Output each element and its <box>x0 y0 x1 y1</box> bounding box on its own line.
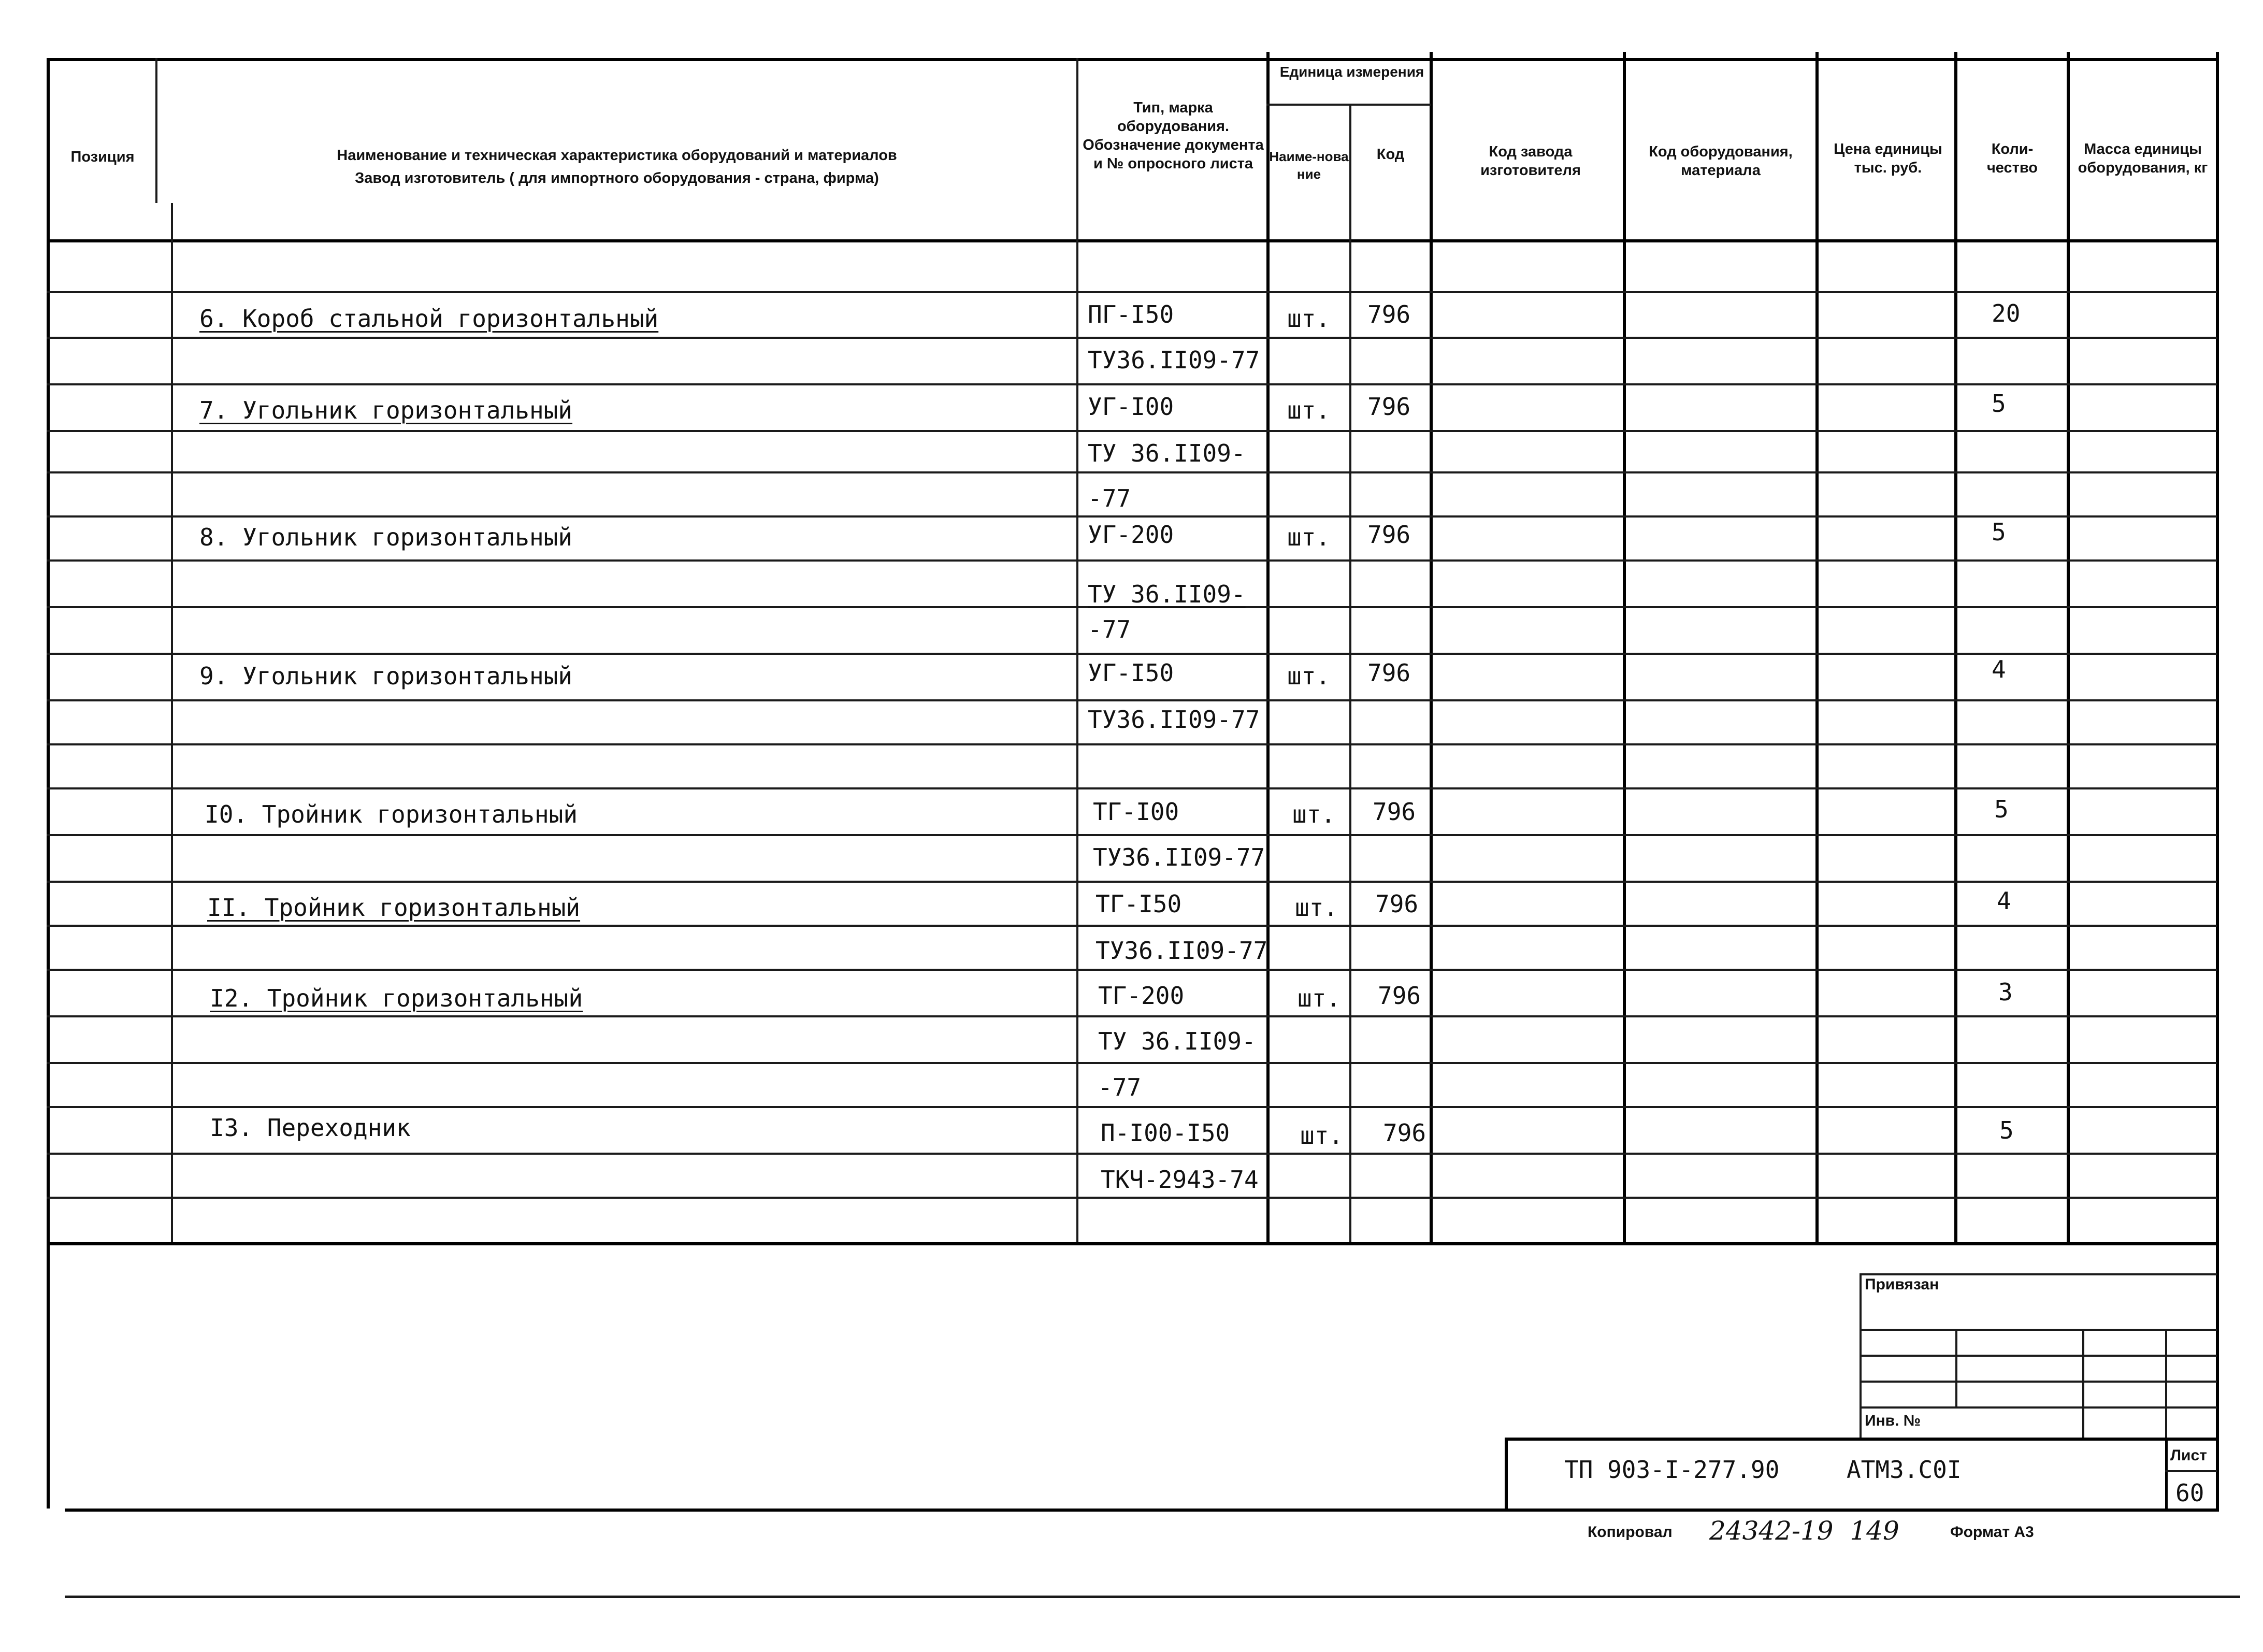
row-line <box>47 1106 2217 1108</box>
item-code: 796 <box>1367 659 1411 687</box>
row-line <box>47 1015 2217 1017</box>
item-unit: шт. <box>1287 305 1331 333</box>
header-quantity: Коли-чество <box>1986 141 2038 176</box>
header-name-line2: Завод изготовитель ( для импортного оборудования - страна, фирма) <box>355 170 879 186</box>
stamp-line <box>1505 1438 2217 1441</box>
stamp-line <box>1860 1355 2217 1357</box>
item-doc: ТКЧ-2943-74 <box>1101 1166 1259 1194</box>
table-bottom-line <box>47 1242 2217 1245</box>
stamp-sheet-label: Лист <box>2170 1447 2207 1464</box>
header-type: Тип, марка оборудования. Обозначение документа и № опросного листа <box>1083 99 1264 172</box>
item-qty: 4 <box>1997 887 2011 915</box>
item-qty: 5 <box>1994 795 2009 823</box>
item-doc: ТУ36.II09-77 <box>1093 843 1265 871</box>
col-line <box>1349 104 1351 1244</box>
item-doc-cont: -77 <box>1098 1073 1142 1101</box>
item-type: УГ-I50 <box>1088 659 1174 687</box>
row-line <box>47 653 2217 655</box>
col-line <box>1954 52 1957 1244</box>
row-line <box>47 430 2217 432</box>
item-unit: шт. <box>1287 523 1331 551</box>
col-line <box>1815 52 1819 1244</box>
stamp-line <box>1955 1329 1957 1406</box>
header-unit-code: Код <box>1376 146 1405 163</box>
col-line <box>171 203 173 1244</box>
item-qty: 5 <box>1992 390 2006 418</box>
col-line <box>2067 52 2070 1244</box>
item-type: УГ-I00 <box>1088 393 1174 421</box>
row-line <box>47 471 2217 473</box>
col-line <box>1076 58 1078 1244</box>
item-doc-cont: -77 <box>1088 484 1131 512</box>
header-name: Наименование и техническая характеристика оборудований и материалов <box>337 147 897 164</box>
header-position: Позиция <box>70 149 135 165</box>
frame-right <box>2216 52 2219 1512</box>
row-line <box>47 834 2217 836</box>
item-code: 796 <box>1373 798 1416 826</box>
row-line <box>47 1062 2217 1064</box>
item-code: 796 <box>1367 521 1411 549</box>
item-code: 796 <box>1378 982 1421 1010</box>
item-doc: ТУ 36.II09- <box>1088 439 1246 467</box>
item-qty: 3 <box>1998 978 2013 1006</box>
item-doc: ТУ36.II09-77 <box>1088 346 1260 374</box>
row-line <box>47 559 2217 562</box>
item-qty: 20 <box>1992 299 2021 327</box>
stamp-line <box>2165 1470 2217 1472</box>
item-doc: ТУ36.II09-77 <box>1096 937 1268 965</box>
item-unit: шт. <box>1295 894 1338 922</box>
header-equipment-code: Код оборудования, материала <box>1649 143 1793 179</box>
row-line <box>47 699 2217 701</box>
item-doc: ТУ36.II09-77 <box>1088 706 1260 734</box>
item-unit: шт. <box>1298 984 1341 1012</box>
stamp-doc-code: АТМ3.С0I <box>1847 1456 1962 1484</box>
item-unit: шт. <box>1292 800 1336 828</box>
col-line <box>1266 52 1270 1244</box>
header-unit: Единица измерения <box>1279 64 1424 80</box>
stamp-line <box>2165 1438 2168 1510</box>
col-line <box>1430 52 1433 1244</box>
header-bottom-line <box>47 239 2217 242</box>
item-name: 7. Угольник горизонтальный <box>199 396 573 424</box>
col-line <box>1623 52 1626 1244</box>
unit-subheader-line <box>1266 104 1431 106</box>
item-qty: 5 <box>1992 518 2006 546</box>
frame-bottom <box>65 1509 2217 1512</box>
item-unit: шт. <box>1300 1122 1344 1150</box>
page-bottom-line <box>65 1596 2240 1598</box>
row-line <box>47 881 2217 883</box>
row-line <box>47 743 2217 745</box>
stamp-bound-label: Привязан <box>1865 1276 1939 1293</box>
item-type: ПГ-I50 <box>1088 300 1174 328</box>
item-name: 9. Угольник горизонтальный <box>199 662 573 690</box>
stamp-line <box>1860 1329 2217 1331</box>
header-unit-name: Наиме-нование <box>1269 149 1349 182</box>
item-type: ТГ-I00 <box>1093 798 1179 826</box>
row-line <box>47 969 2217 971</box>
item-type: УГ-200 <box>1088 521 1174 549</box>
item-code: 796 <box>1383 1119 1426 1147</box>
item-name: I2. Тройник горизонтальный <box>210 984 583 1012</box>
stamp-line <box>1505 1438 1508 1510</box>
footer-format: Формат А3 <box>1950 1524 2034 1541</box>
footer-copied-value: 24342-19 149 <box>1709 1516 1899 1546</box>
header-mass: Масса единицы оборудования, кг <box>2078 141 2208 176</box>
row-line <box>47 925 2217 927</box>
item-code: 796 <box>1375 890 1419 918</box>
item-doc: ТУ 36.II09- <box>1088 580 1246 608</box>
row-line <box>47 337 2217 339</box>
item-qty: 5 <box>1999 1116 2014 1144</box>
item-qty: 4 <box>1992 655 2006 683</box>
item-name: I0. Тройник горизонтальный <box>205 800 578 828</box>
item-name: I3. Переходник <box>210 1114 411 1142</box>
stamp-inv-label: Инв. № <box>1865 1412 1921 1429</box>
frame-left <box>47 58 50 1509</box>
row-line <box>47 1153 2217 1155</box>
stamp-line <box>2165 1329 2167 1439</box>
row-line <box>47 1197 2217 1199</box>
item-name: 8. Угольник горизонтальный <box>199 523 573 551</box>
item-code: 796 <box>1367 300 1411 328</box>
item-name: II. Тройник горизонтальный <box>207 894 581 922</box>
header-price: Цена единицы тыс. руб. <box>1834 141 1942 176</box>
stamp-line <box>1860 1406 2217 1409</box>
header-factory-code: Код завода изготовителя <box>1480 143 1581 179</box>
row-line <box>47 291 2217 293</box>
frame-top <box>47 58 2217 61</box>
row-line <box>47 515 2217 518</box>
item-unit: шт. <box>1287 396 1331 424</box>
stamp-line <box>1860 1381 2217 1383</box>
item-unit: шт. <box>1287 662 1331 690</box>
stamp-sheet-number: 60 <box>2175 1479 2204 1507</box>
item-doc: ТУ 36.II09- <box>1098 1027 1256 1055</box>
row-line <box>47 787 2217 789</box>
row-line <box>47 383 2217 385</box>
item-type: ТГ-I50 <box>1096 890 1182 918</box>
item-name: 6. Короб стальной горизонтальный <box>199 305 659 333</box>
item-type: ТГ-200 <box>1098 982 1185 1010</box>
stamp-doc-number: ТП 903-I-277.90 <box>1564 1456 1780 1484</box>
footer-copied-label: Копировал <box>1588 1524 1673 1541</box>
stamp-line <box>2082 1329 2084 1439</box>
item-type: П-I00-I50 <box>1101 1119 1230 1147</box>
item-code: 796 <box>1367 393 1411 421</box>
item-doc-cont: -77 <box>1088 615 1131 643</box>
